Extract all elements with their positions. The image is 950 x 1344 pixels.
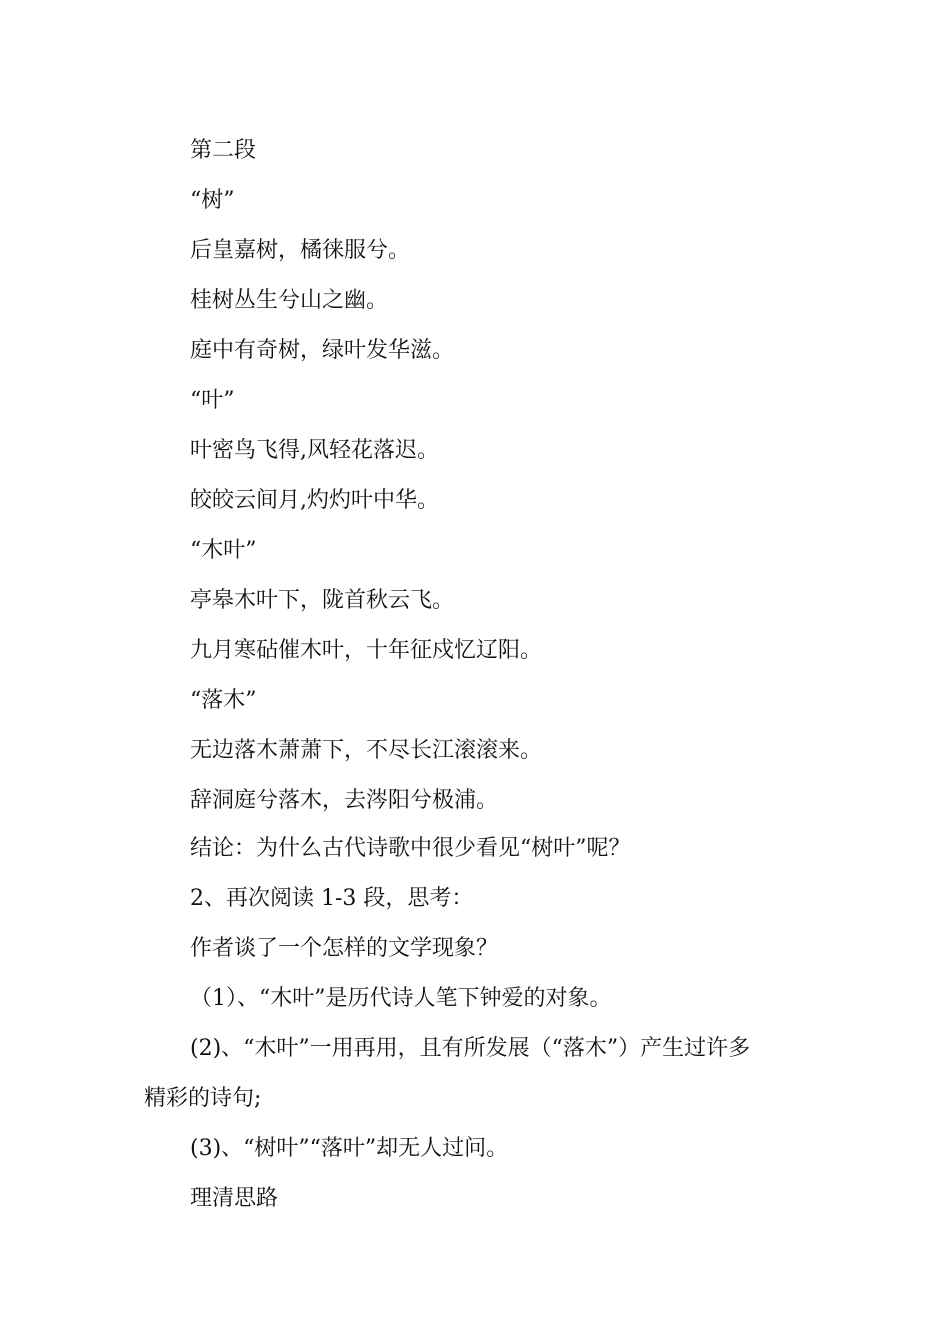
answer-item: （1）、“木叶”是历代诗人笔下钟爱的对象。 <box>190 986 612 1011</box>
keyword-ye: “叶” <box>190 388 235 413</box>
answer-item-continuation: 精彩的诗句; <box>144 1086 262 1111</box>
poem-line: 九月寒砧催木叶，十年征戍忆辽阳。 <box>190 638 543 663</box>
answer-item: (2)、“木叶”一用再用，且有所发展（“落木”）产生过许多 <box>190 1036 751 1061</box>
poem-line: 皎皎云间月,灼灼叶中华。 <box>190 488 439 513</box>
poem-line: 无边落木萧萧下，不尽长江滚滚来。 <box>190 738 543 763</box>
subheading: 理清思路 <box>190 1186 279 1211</box>
answer-item: (3)、“树叶”“落叶”却无人过问。 <box>190 1136 509 1161</box>
keyword-shu: “树” <box>190 188 235 213</box>
conclusion-question: 结论：为什么古代诗歌中很少看见“树叶”呢？ <box>190 836 631 861</box>
poem-line: 桂树丛生兮山之幽。 <box>190 288 389 313</box>
poem-line: 庭中有奇树，绿叶发华滋。 <box>190 338 455 363</box>
keyword-luomu: “落木” <box>190 688 257 713</box>
section-heading: 第二段 <box>190 138 257 163</box>
poem-line: 后皇嘉树，橘徕服兮。 <box>190 238 411 263</box>
question: 作者谈了一个怎样的文学现象？ <box>190 936 499 961</box>
keyword-muye: “木叶” <box>190 538 257 563</box>
poem-line: 亭皋木叶下，陇首秋云飞。 <box>190 588 455 613</box>
poem-line: 辞洞庭兮落木，去涔阳兮极浦。 <box>190 788 499 813</box>
task-instruction: 2、再次阅读 1-3 段，思考： <box>190 886 474 911</box>
poem-line: 叶密鸟飞得,风轻花落迟。 <box>190 438 439 463</box>
